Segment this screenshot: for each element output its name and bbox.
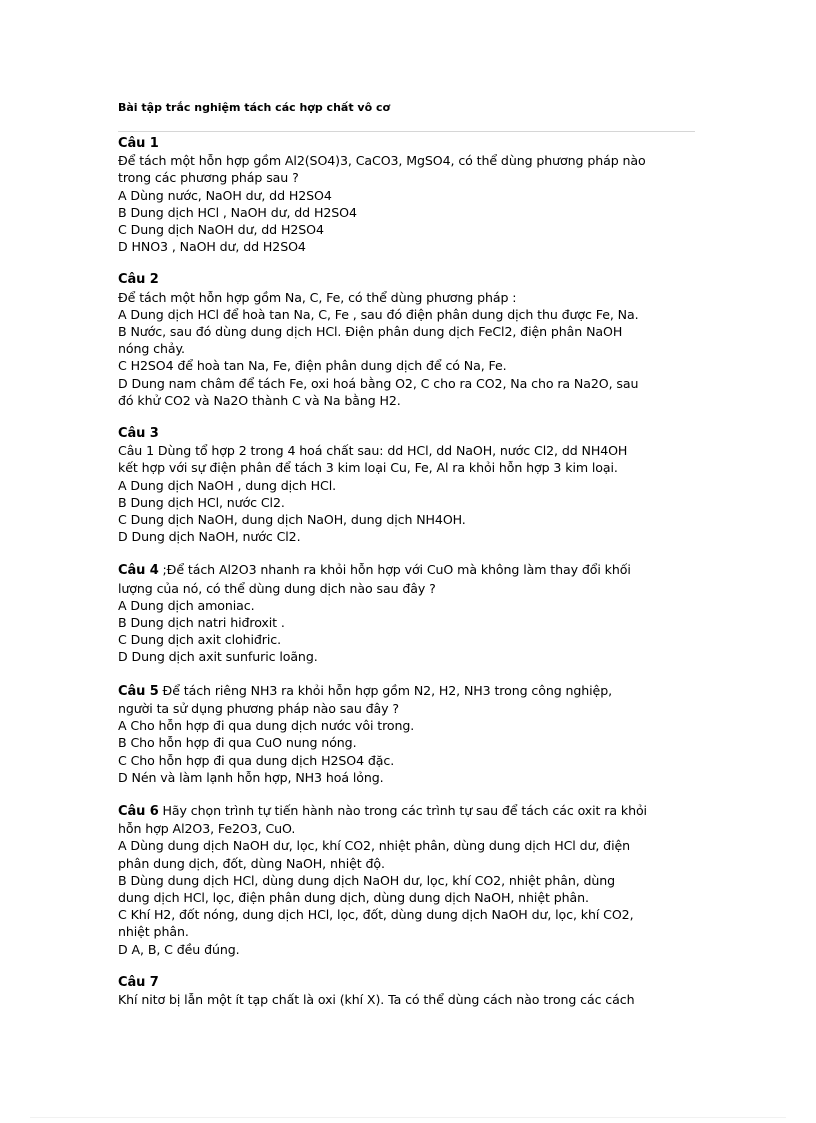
answer-option-c: C Dung dịch NaOH, dung dịch NaOH, dung dịch NH4OH. [118,512,466,528]
answer-option-b-cont: dung dịch HCl, lọc, điện phân dung dịch, dùng dung dịch NaOH, nhiệt phân. [118,889,589,905]
question-list [118,135,708,1024]
question-5 [118,682,708,786]
question-text: Câu 1 Dùng tổ hợp 2 trong 4 hoá chất sau: dd HCl, dd NaOH, nước Cl2, dd NH4OH [118,443,628,459]
question-text: người ta sử dụng phương pháp nào sau đây ? [118,700,399,716]
question-4 [118,561,708,665]
question-text [118,561,708,579]
question-text-rest: Để tách riêng NH3 ra khỏi hỗn hợp gồm N2, H2, NH3 trong công nghiệp, [158,682,613,698]
question-label: Câu 4 [118,563,159,579]
answer-option-b: B Dung dịch natri hiđroxit . [118,615,285,631]
question-text: Khí nitơ bị lẫn một ít tạp chất là oxi (khí X). Ta có thể dùng cách nào trong các cách [118,991,635,1007]
page-bottom-edge [30,1117,786,1118]
answer-option-a: A Dùng nước, NaOH dư, dd H2SO4 [118,187,332,203]
question-text-rest: Hãy chọn trình tự tiến hành nào trong các trình tự sau để tách các oxit ra khỏi [158,802,647,818]
answer-option-c-cont: nhiệt phân. [118,924,189,940]
question-title: Câu 7 [118,974,159,990]
document-title: Bài tập trắc nghiệm tách các hợp chất vô cơ [118,101,391,114]
answer-option-d: D Nén và làm lạnh hỗn hợp, NH3 hoá lỏng. [118,769,384,785]
answer-option-b: B Dung dịch HCl , NaOH dư, dd H2SO4 [118,204,357,220]
answer-option-b: B Dung dịch HCl, nước Cl2. [118,494,285,510]
question-title: Câu 2 [118,272,159,288]
question-title: Câu 3 [118,426,159,442]
answer-option-b: B Nước, sau đó dùng dung dịch HCl. Điện phân dung dịch FeCl2, điện phân NaOH [118,324,623,340]
answer-option-d: D HNO3 , NaOH dư, dd H2SO4 [118,239,306,255]
question-label: Câu 5 [118,683,159,699]
question-3 [118,425,708,545]
answer-option-a: A Dung dịch NaOH , dung dịch HCl. [118,477,337,493]
answer-option-c: C H2SO4 để hoà tan Na, Fe, điện phân dung dịch để có Na, Fe. [118,358,507,374]
answer-option-b-cont: nóng chảy. [118,341,185,357]
answer-option-d-cont: đó khử CO2 và Na2O thành C và Na bằng H2. [118,392,401,408]
answer-option-c: C Dung dịch axit clohiđric. [118,632,281,648]
question-6 [118,802,708,958]
question-text: kết hợp với sự điện phân để tách 3 kim loại Cu, Fe, Al ra khỏi hỗn hợp 3 kim loại. [118,460,618,476]
answer-option-c: C Khí H2, đốt nóng, dung dịch HCl, lọc, đốt, dùng dung dịch NaOH dư, lọc, khí CO2, [118,907,634,923]
answer-option-b: B Dùng dung dịch HCl, dùng dung dịch NaOH dư, lọc, khí CO2, nhiệt phân, dùng [118,872,616,888]
question-text: hỗn hợp Al2O3, Fe2O3, CuO. [118,821,296,837]
answer-option-a-cont: phân dung dịch, đốt, dùng NaOH, nhiệt độ. [118,855,385,871]
answer-option-c: C Dung dịch NaOH dư, dd H2SO4 [118,222,324,238]
question-text [118,682,708,700]
answer-option-d: D Dung dịch axit sunfuric loãng. [118,649,318,665]
question-text: Để tách một hỗn hợp gồm Na, C, Fe, có thể dùng phương pháp : [118,289,517,305]
question-7 [118,974,708,1008]
question-text: lượng của nó, có thể dùng dung dịch nào sau đây ? [118,580,436,596]
question-label: Câu 6 [118,803,159,819]
answer-option-d: D Dung nam châm để tách Fe, oxi hoá bằng O2, C cho ra CO2, Na cho ra Na2O, sau [118,375,639,391]
question-2 [118,271,708,409]
answer-option-a: A Dung dịch HCl để hoà tan Na, C, Fe , sau đó điện phân dung dịch thu được Fe, Na. [118,306,639,322]
answer-option-d: D Dung dịch NaOH, nước Cl2. [118,529,301,545]
question-text-rest: ;Để tách Al2O3 nhanh ra khỏi hỗn hợp với CuO mà không làm thay đổi khối [158,562,631,578]
question-text [118,802,708,820]
question-title: Câu 1 [118,136,159,151]
question-text: Để tách một hỗn hợp gồm Al2(SO4)3, CaCO3, MgSO4, có thể dùng phương pháp nào [118,153,646,169]
title-divider [118,131,695,132]
answer-option-a: A Dung dịch amoniac. [118,597,255,613]
question-1 [118,135,708,255]
answer-option-a: A Dùng dung dịch NaOH dư, lọc, khí CO2, nhiệt phân, dùng dung dịch HCl dư, điện [118,838,630,854]
question-text: trong các phương pháp sau ? [118,170,299,186]
answer-option-d: D A, B, C đều đúng. [118,941,240,957]
answer-option-a: A Cho hỗn hợp đi qua dung dịch nước vôi trong. [118,718,415,734]
answer-option-c: C Cho hỗn hợp đi qua dung dịch H2SO4 đặc. [118,752,395,768]
answer-option-b: B Cho hỗn hợp đi qua CuO nung nóng. [118,735,357,751]
